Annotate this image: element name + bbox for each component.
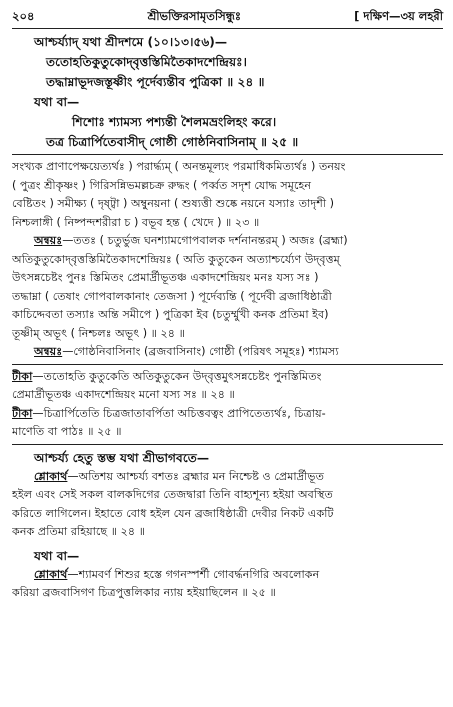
sloka-label: শ্লোকার্থ (34, 469, 68, 483)
sloka-line: কনক প্রতিমা রহিয়াছে ॥ ২৪ ॥ (12, 525, 146, 538)
tika-line: প্রেমার্দ্রীভূতঞ্চ একাদশেন্দ্রিয়ং মনো যস্য সঃ ॥ ২৪ ॥ (12, 388, 235, 401)
anvaya-label: অন্বয়ঃ (34, 234, 63, 247)
anvaya-line: অতিকুতুকোদ্‌বৃত্তস্তিমিতৈকাদশেন্দ্রিয়ঃ ( অতি কুতুকেন অত্যাশ্চর্য্যেণ উদ্‌বৃত্তম্‌ (12, 252, 340, 266)
verse-25-line-1: শিশোঃ শ্যামস্য পশ্যন্তী শৈলমভ্রংলিহং করে। (72, 115, 277, 129)
commentary-line: ( পুত্রং শ্রীকৃষ্ণং ) গিরিসন্নিভমল্লচক্র রুদ্ধং ( পর্ব্বত সদৃশ যোদ্ধ সমূহেন (12, 178, 312, 192)
anvaya-text: —গোষ্ঠনিবাসিনাং (ব্রজবাসিনাং) গোষ্ঠী (পরিষৎ সমূহঃ) শ্যামস্য (62, 345, 339, 358)
verse-25-intro: যথা বা— (34, 95, 80, 109)
sloka-text: —শ্যামবর্ণ শিশুর হস্তে গগনস্পর্শী গোবর্দ্ধনগিরি অবলোকন (67, 567, 320, 581)
sloka-line: করিতে লাগিলেন। ইহাতে বোধ হইল যেন ব্রজাধিষ্ঠাত্রী দেবীর নিকট একটি (12, 506, 334, 520)
sloka-line: করিয়া ব্রজবাসিগণ চিত্রপুত্তলিকার ন্যায় হইয়াছিলেন ॥ ২৫ ॥ (12, 586, 276, 599)
verse-24-line-2: তদ্ধাম্নাভূদজস্তূষ্ণীং পূর্দেব্যন্তীব পুত্রিকা ॥ ২৪ ॥ (46, 75, 265, 89)
sloka-25-line (12, 566, 443, 585)
verse-25-line-2: তত্র চিত্রার্পিতেবাসীদ্‌ গোষ্ঠী গোষ্ঠনিবাসিনাম্‌ ॥ ২৫ ॥ (46, 135, 299, 149)
commentary-line: বেষ্টিতং ) সমীক্ষ্য ( দৃষ্ট্বা ) অম্বুনয়না ( শুষ্যত্তী শুষ্কে নয়নে যস্যাঃ তাদৃশী ) (12, 197, 334, 210)
book-title: শ্রীভক্তিরসামৃতসিন্ধুঃ (147, 9, 241, 23)
sloka-line: হইল এবং সেই সকল বালকদিগের তেজদ্বারা তিনি বাহ্যশূন্য হইয়া অবস্থিত (12, 488, 333, 501)
section-heading: আশ্চর্য্য হেতু স্তম্ভ যথা শ্রীভাগবতে— (34, 450, 210, 465)
yatha-ba-heading: যথা বা— (34, 548, 80, 563)
anvaya-line: কাচিদ্দেবতা তস্যাঃ অন্তি সমীপে ) পুত্রিকা ইব (চতুর্ম্মুখী কনক প্রতিমা ইব) (12, 308, 329, 321)
verse-divider (12, 154, 443, 155)
anvaya-text: —ততঃ ( চতুর্ভুজ ঘনশ্যামগোপবালক দর্শনানন্তরম্‌ ) অজঃ (ব্রহ্মা) (62, 234, 348, 247)
verse-24-line-1: ততোহতিকুতুকোদ্‌বৃত্তস্তিমিতৈকাদশেন্দ্রিয়ঃ। (46, 55, 248, 69)
tika-24-line (12, 368, 443, 387)
tika-25-line (12, 405, 443, 424)
anvaya-24-line (12, 232, 443, 251)
verse-24-intro: আশ্চর্য্যাদ্‌ যথা শ্রীদশমে (১০।১৩।৫৬)— (34, 35, 228, 49)
commentary-line: সংখ্যক প্রাণাপেক্ষয়েত্যর্থঃ ) পরার্দ্ধ্যম্‌ ( অনন্তমূল্যং পরমাধিকমিত্যর্থঃ ) তনয়ং (12, 160, 346, 173)
translation-divider (12, 444, 443, 445)
anvaya-line: উৎসন্নচেষ্টং পুনঃ স্তিমিতং প্রেমার্দ্রীভূতঞ্চ একাদশেন্দ্রিয়ং মনঃ যস্য সঃ ) (12, 271, 319, 284)
anvaya-line: তদ্ধাম্না ( তেষাং গোপবালকানাং তেজসা ) পূর্দেব্যন্তি ( পূর্দেবী ব্রজাধিষ্ঠাত্রী (12, 289, 332, 303)
tika-text: —চিত্রার্পিতেতি চিত্রজাতাবর্পিতা অচিত্তবত্বং প্রাপিতেত্যর্থঃ, চিত্রায়- (32, 406, 326, 420)
section-label: [ দক্ষিণ—৩য় লহরী (354, 9, 443, 23)
page-number: ২০৪ (12, 9, 35, 23)
sloka-text: —অতিশয় আশ্চর্য্য বশতঃ ব্রহ্মার মন নিশ্চেষ্ট ও প্রেমার্দ্রীভূত (67, 469, 325, 483)
tika-line: মাণেতি বা পাঠঃ ॥ ২৫ ॥ (12, 425, 122, 438)
commentary-line: নিশ্চলাঙ্গী ( নিষ্পন্দশরীরা চ ) বভূব হন্ত ( খেদে ) ॥ ২৩ ॥ (12, 215, 260, 229)
header-divider (12, 28, 443, 29)
anvaya-line: তূষ্ণীম্‌ অভূৎ ( নিশ্চলঃ অভূৎ ) ॥ ২৪ ॥ (12, 326, 185, 340)
tika-label: টীকা (12, 369, 33, 383)
tika-text: —ততোহতি কুতুকেতি অতিকুতুকেন উদ্‌বৃত্তমুৎসন্নচেষ্টং পুনস্তিমিতং (32, 369, 322, 383)
sloka-label: শ্লোকার্থ (34, 567, 68, 581)
tika-label: টীকা (12, 406, 33, 420)
anvaya-label: অন্বয়ঃ (34, 345, 63, 358)
page-header (12, 8, 443, 26)
sloka-24-line (12, 468, 443, 487)
anvaya-25-line (12, 343, 443, 362)
tika-divider (12, 364, 443, 365)
